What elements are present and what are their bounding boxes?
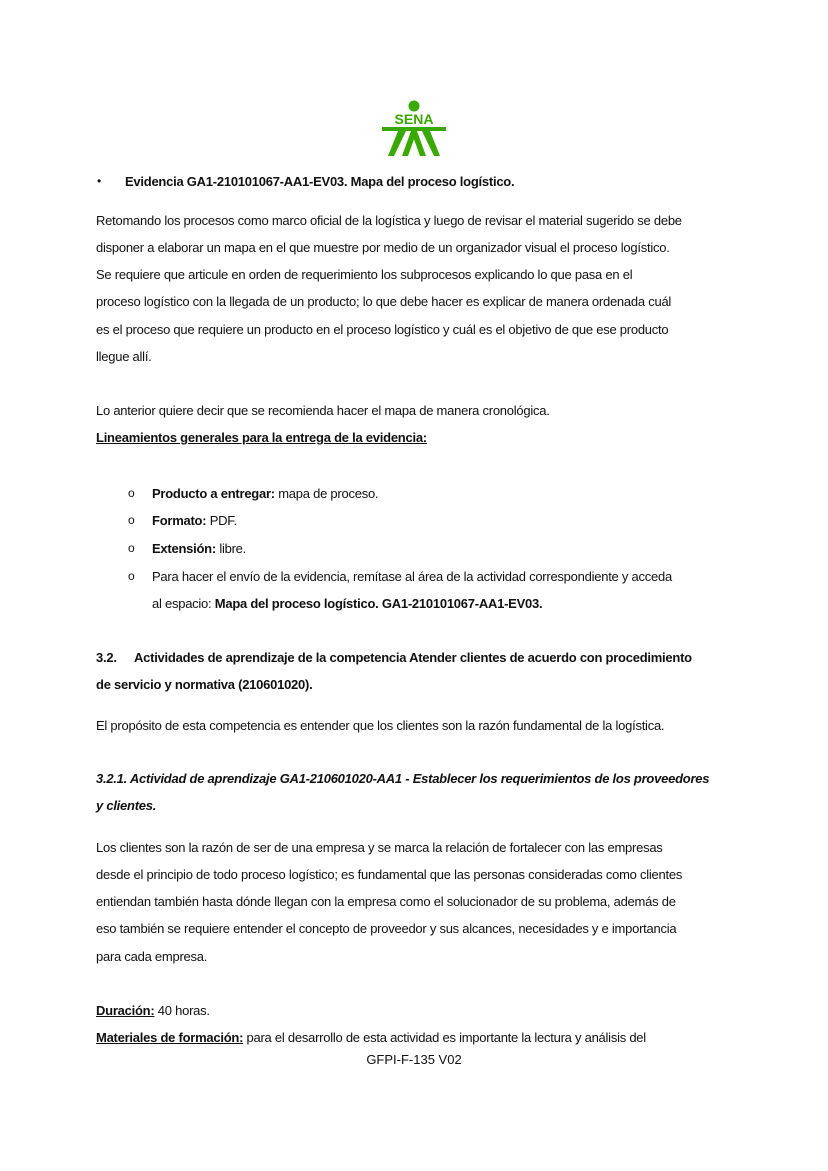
guidelines-heading: Lineamientos generales para la entrega de la evidencia: — [96, 430, 427, 445]
duration-value: 40 horas. — [154, 1003, 210, 1018]
item-value: PDF. — [206, 513, 237, 528]
duration — [96, 1003, 210, 1019]
duration-label: Duración: — [96, 1003, 155, 1018]
guideline-item-submit: Para hacer el envío de la evidencia, remítase al área de la actividad correspondiente y acceda — [152, 569, 672, 584]
activity-title: 3.2.1. Actividad de aprendizaje GA1-210601020-AA1 - Establecer los requerimientos de los proveedores — [96, 771, 710, 786]
materials — [96, 1030, 646, 1046]
section-title: Actividades de aprendizaje de la competencia Atender clientes de acuerdo con procedimiento — [134, 650, 692, 665]
circle-bullet-icon: o — [128, 513, 135, 527]
activity-title-cont: y clientes. — [96, 798, 157, 813]
guideline-item — [152, 486, 378, 502]
item-prefix: al espacio: — [152, 596, 215, 611]
activity-line: Los clientes son la razón de ser de una empresa y se marca la relación de fortalecer con las empresas — [96, 840, 663, 855]
intro-line: es el proceso que requiere un producto en el proceso logístico y cuál es el objetivo de que ese producto — [96, 322, 669, 337]
circle-bullet-icon: o — [128, 569, 135, 583]
item-value: libre. — [215, 541, 247, 556]
circle-bullet-icon: o — [128, 541, 135, 555]
materials-value: para el desarrollo de esta actividad es importante la lectura y análisis del — [243, 1030, 646, 1045]
item-label: Formato: — [152, 513, 207, 528]
guideline-item — [152, 541, 246, 557]
materials-label: Materiales de formación: — [96, 1030, 244, 1045]
item-space-name: Mapa del proceso logístico. GA1-210101067-AA1-EV03. — [214, 596, 543, 611]
intro-line: proceso logístico con la llegada de un producto; lo que debe hacer es explicar de manera ordenada cuál — [96, 294, 672, 309]
note-paragraph: Lo anterior quiere decir que se recomienda hacer el mapa de manera cronológica. — [96, 403, 550, 418]
activity-line: entiendan también hasta dónde llegan con la empresa como el solucionador de su problema, además de — [96, 894, 676, 909]
intro-line: disponer a elaborar un mapa en el que muestre por medio de un organizador visual el proceso logístico. — [96, 240, 670, 255]
section-title-cont: de servicio y normativa (210601020). — [96, 677, 313, 692]
section-number: 3.2. — [96, 650, 117, 665]
item-label: Extensión: — [152, 541, 216, 556]
activity-line: desde el principio de todo proceso logístico; es fundamental que las personas consideradas como clientes — [96, 867, 683, 882]
intro-line: Se requiere que articule en orden de requerimiento los subprocesos explicando lo que pasa en el — [96, 267, 633, 282]
bullet-icon: • — [97, 174, 102, 188]
circle-bullet-icon: o — [128, 486, 135, 500]
purpose-paragraph: El propósito de esta competencia es entender que los clientes son la razón fundamental de la logística. — [96, 718, 665, 733]
evidence-title: Evidencia GA1-210101067-AA1-EV03. Mapa del proceso logístico. — [125, 174, 515, 189]
item-value: mapa de proceso. — [274, 486, 379, 501]
guideline-item — [152, 513, 237, 529]
item-label: Producto a entregar: — [152, 486, 275, 501]
intro-line: llegue allí. — [96, 349, 152, 364]
activity-line: para cada empresa. — [96, 949, 208, 964]
svg-text:SENA: SENA — [394, 111, 434, 127]
page-footer-code: GFPI-F-135 V02 — [366, 1052, 462, 1067]
activity-line: eso también se requiere entender el concepto de proveedor y sus alcances, necesidades y e importancia — [96, 921, 677, 936]
guideline-item-submit-cont — [152, 596, 542, 612]
sena-logo — [378, 100, 450, 160]
intro-line: Retomando los procesos como marco oficial de la logística y luego de revisar el material sugerido se debe — [96, 213, 682, 228]
